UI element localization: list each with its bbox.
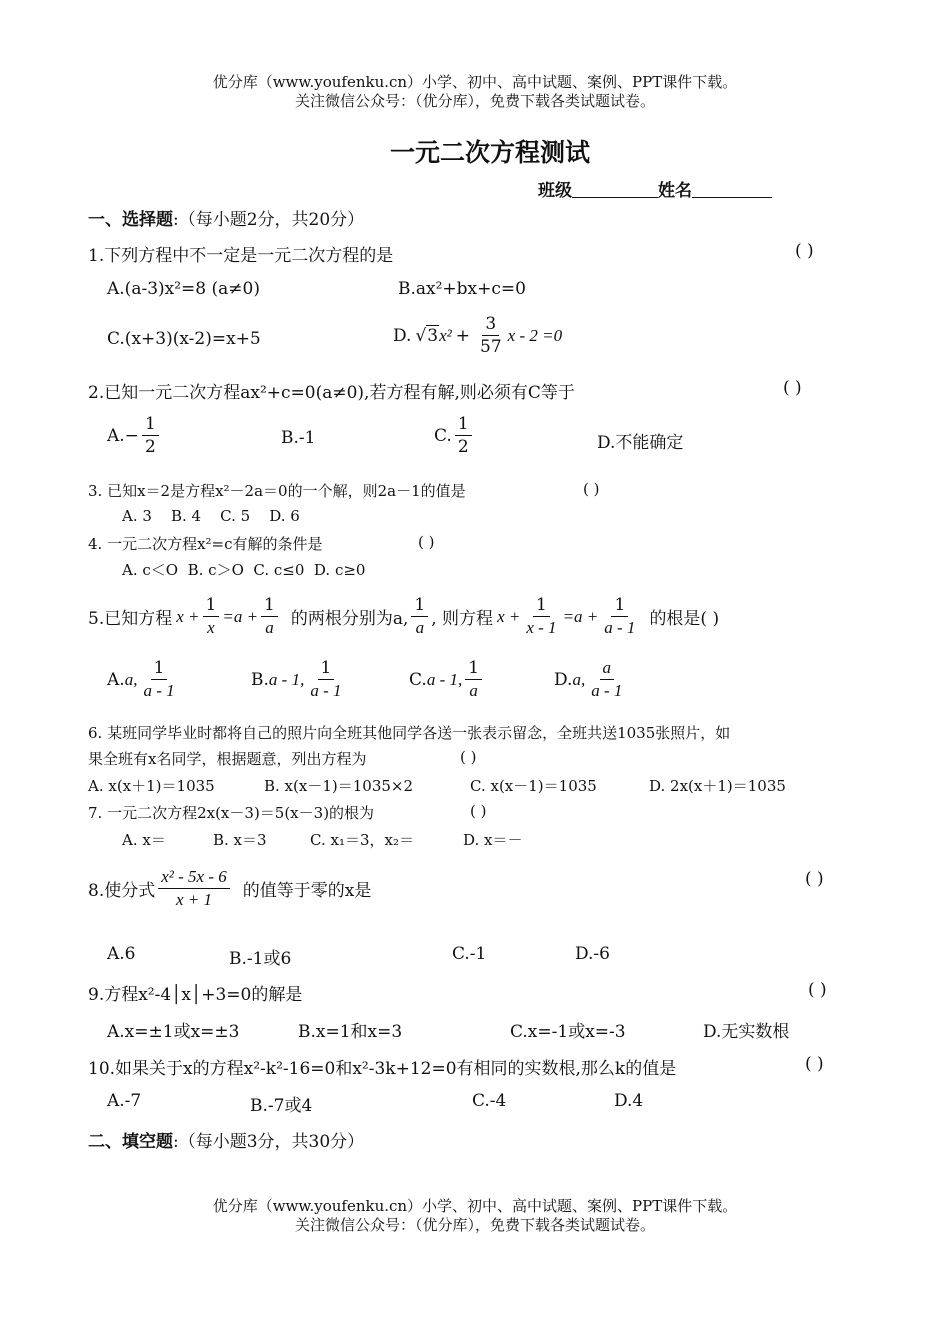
q5-option-a: A. a, $\frac{1}{a - 1}$ — [107, 658, 175, 700]
q8-answer-paren[interactable]: ( ) — [805, 869, 824, 889]
footer-line-2: 关注微信公众号：（优分库），免费下载各类试题试卷。 — [294, 1216, 655, 1234]
q7-answer-paren[interactable]: ( ) — [470, 802, 487, 820]
q9-answer-paren[interactable]: ( ) — [808, 980, 827, 1000]
q5-option-c: C. a - 1, $\frac{1}{a}$ — [409, 657, 485, 702]
q4-options: A. c＜O B. c＞O C. c≤0 D. c≥0 — [122, 561, 366, 579]
q1-option-c: C.(x+3)(x-2)=x+5 — [107, 329, 261, 349]
section1-heading: 一、选择题:（每小题2分，共20分） — [88, 210, 365, 230]
q2-option-b: B.-1 — [281, 428, 316, 448]
class-label: 班级 — [538, 181, 572, 201]
q1-option-d: D. √3 x² + $\frac{3}{57}$ x - 2 =0 — [393, 314, 563, 357]
q7-stem: 7. 一元二次方程2x(x－3)＝5(x－3)的根为 — [88, 804, 375, 822]
q4-answer-paren[interactable]: ( ) — [418, 533, 435, 551]
q8-stem: 8.使分式 $\frac{\text{x² - 5x - 6}}{x + 1}$ 的值等于零的x是 — [88, 867, 372, 909]
q9-stem: 9.方程x²-4│x│+3=0的解是 — [88, 985, 303, 1005]
q1-option-b: B.ax²+bx+c=0 — [398, 279, 526, 299]
q6-stem-line1: 6. 某班同学毕业时都将自己的照片向全班其他同学各送一张表示留念，全班共送1035张照片，如 — [88, 724, 731, 742]
q5-stem: 5.已知方程 x + $\frac{1}{x}$ =a + $\frac{1}{a}$ 的两根分别为a, $\frac{1}{a}$ , 则方程 x + $\frac{1}{x - 1}$ =a + $\frac{1}{a - 1}$ 的根是( ) — [88, 595, 720, 637]
q9-option-d: D.无实数根 — [703, 1022, 790, 1042]
class-blank — [572, 197, 658, 198]
section2-heading: 二、填空题:（每小题3分，共30分） — [88, 1132, 365, 1152]
q5-option-b: B. a - 1, $\frac{1}{a - 1}$ — [251, 658, 342, 700]
q10-answer-paren[interactable]: ( ) — [805, 1054, 824, 1074]
q9-option-c: C.x=-1或x=-3 — [510, 1022, 626, 1042]
q1-option-a: A.(a-3)x²=8 (a≠0) — [107, 279, 260, 299]
name-blank — [692, 197, 772, 198]
q10-option-b: B.-7或4 — [250, 1096, 313, 1116]
q1-stem: 1.下列方程中不一定是一元二次方程的是 — [88, 246, 394, 266]
q2-option-d: D.不能确定 — [597, 433, 684, 453]
q10-option-d: D.4 — [614, 1091, 644, 1111]
q9-option-a: A.x=±1或x=±3 — [107, 1022, 240, 1042]
q2-answer-paren[interactable]: ( ) — [783, 378, 802, 398]
q3-answer-paren[interactable]: ( ) — [583, 480, 600, 498]
name-label: 姓名 — [658, 181, 692, 201]
q2-stem: 2.已知一元二次方程ax²+c=0(a≠0),若方程有解,则必须有C等于 — [88, 383, 575, 403]
q6-option-c: C. x(x－1)＝1035 — [470, 777, 597, 795]
q10-option-c: C.-4 — [472, 1091, 507, 1111]
q2-option-a: A.− $\frac{1}{2}$ — [107, 413, 162, 458]
q10-stem: 10.如果关于x的方程x²-k²-16=0和x²-3k+12=0有相同的实数根,那么k的值是 — [88, 1059, 677, 1079]
q6-stem-line2: 果全班有x名同学，根据题意，列出方程为 — [88, 750, 367, 768]
q7-option-b: B. x＝3 — [213, 831, 267, 849]
q6-option-d: D. 2x(x＋1)＝1035 — [649, 777, 786, 795]
footer-line-1: 优分库（www.youfenku.cn）小学、初中、高中试题、案例、PPT课件下载。 — [212, 1197, 738, 1215]
page-title: 一元二次方程测试 — [389, 138, 590, 167]
q7-option-d: D. x＝－ — [463, 831, 523, 849]
q2-option-c: C. $\frac{1}{2}$ — [434, 413, 475, 458]
q3-stem: 3. 已知x＝2是方程x²－2a＝0的一个解，则2a－1的值是 — [88, 482, 466, 500]
q8-option-b: B.-1或6 — [229, 949, 292, 969]
header-line-2: 关注微信公众号：（优分库），免费下载各类试题试卷。 — [294, 92, 655, 110]
header-line-1: 优分库（www.youfenku.cn）小学、初中、高中试题、案例、PPT课件下载。 — [212, 73, 738, 91]
q5-option-d: D. a, $\frac{a}{a - 1}$ — [554, 658, 623, 700]
q8-option-a: A.6 — [107, 944, 136, 964]
q6-option-b: B. x(x－1)＝1035×2 — [264, 777, 414, 795]
q6-option-a: A. x(x＋1)＝1035 — [88, 777, 215, 795]
q8-option-c: C.-1 — [452, 944, 487, 964]
q3-options: A. 3 B. 4 C. 5 D. 6 — [122, 507, 300, 525]
q10-option-a: A.-7 — [107, 1091, 142, 1111]
q7-option-c: C. x₁＝3，x₂＝ — [310, 831, 414, 849]
class-name-row — [538, 176, 772, 201]
q6-answer-paren[interactable]: ( ) — [460, 748, 477, 766]
q9-option-b: B.x=1和x=3 — [298, 1022, 403, 1042]
q8-option-d: D.-6 — [575, 944, 610, 964]
q7-option-a: A. x＝ — [122, 831, 166, 849]
q1-answer-paren[interactable]: ( ) — [795, 241, 814, 261]
q4-stem: 4. 一元二次方程x²=c有解的条件是 — [88, 535, 323, 553]
